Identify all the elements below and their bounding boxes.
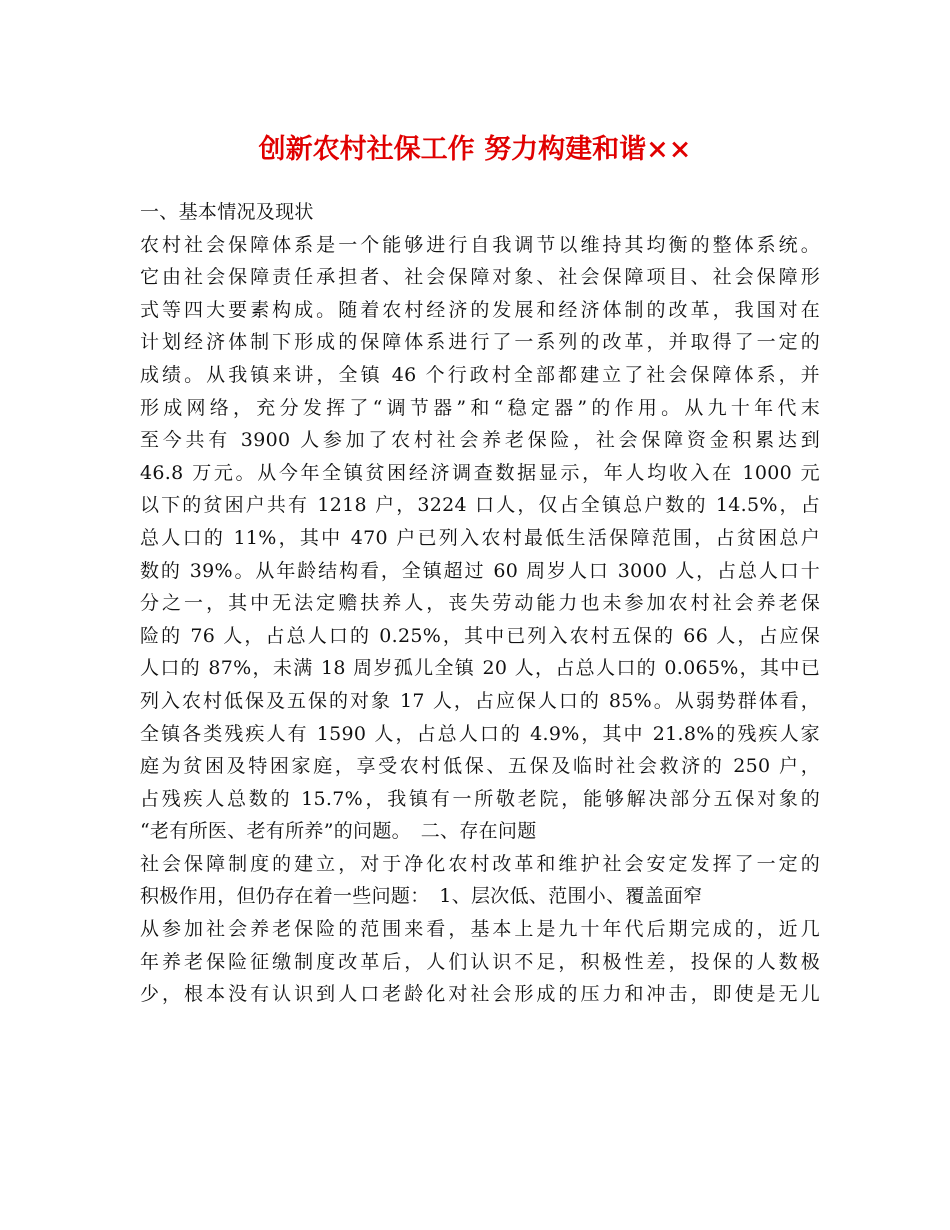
paragraph-line: 社会保障制度的建立，对于净化农村改革和维护社会安定发挥了一定的 <box>140 852 820 875</box>
document-title: 创新农村社保工作 努力构建和谐×× <box>258 134 692 165</box>
paragraph-line: “老有所医、老有所养”的问题。 二、存在问题 <box>140 820 537 843</box>
paragraph-line: 数的 39%。从年龄结构看，全镇超过 60 周岁人口 3000 人，占总人口十 <box>140 559 820 582</box>
paragraph-line: 从参加社会养老保险的范围来看，基本上是九十年代后期完成的，近几 <box>140 918 820 941</box>
paragraph-line: 占残疾人总数的 15.7%，我镇有一所敬老院，能够解决部分五保对象的 <box>140 787 820 810</box>
paragraph-line: 列入农村低保及五保的对象 17 人，占应保人口的 85%。从弱势群体看， <box>140 689 820 712</box>
paragraph-line: 46.8 万元。从今年全镇贫困经济调查数据显示，年人均收入在 1000 元 <box>140 461 820 484</box>
paragraph-line: 庭为贫困及特困家庭，享受农村低保、五保及临时社会救济的 250 户， <box>140 755 820 778</box>
document-body <box>140 196 820 1011</box>
paragraph-line: 农村社会保障体系是一个能够进行自我调节以维持其均衡的整体系统。 <box>140 233 820 256</box>
paragraph-line: 成绩。从我镇来讲，全镇 46 个行政村全部都建立了社会保障体系，并 <box>140 363 820 386</box>
paragraph-line: 一、基本情况及现状 <box>140 201 314 223</box>
paragraph-line: 计划经济体制下形成的保障体系进行了一系列的改革，并取得了一定的 <box>140 331 820 354</box>
paragraph-line: 少，根本没有认识到人口老龄化对社会形成的压力和冲击，即使是无儿 <box>140 983 820 1006</box>
paragraph-line: 险的 76 人，占总人口的 0.25%，其中已列入农村五保的 66 人，占应保 <box>140 624 820 647</box>
paragraph-line: 式等四大要素构成。随着农村经济的发展和经济体制的改革，我国对在 <box>140 298 820 321</box>
paragraph-line: 以下的贫困户共有 1218 户，3224 口人，仅占全镇总户数的 14.5%，占 <box>140 494 820 517</box>
paragraph-line: 年养老保险征缴制度改革后，人们认识不足，积极性差，投保的人数极 <box>140 950 820 973</box>
paragraph-line: 人口的 87%，未满 18 周岁孤儿全镇 20 人，占总人口的 0.065%，其中已 <box>140 657 820 680</box>
paragraph-line: 至今共有 3900 人参加了农村社会养老保险，社会保障资金积累达到 <box>140 429 820 452</box>
paragraph-line: 分之一，其中无法定赡扶养人，丧失劳动能力也未参加农村社会养老保 <box>140 592 820 615</box>
paragraph-line: 形成网络，充分发挥了“调节器”和“稳定器”的作用。从九十年代末 <box>140 396 820 419</box>
paragraph-line: 总人口的 11%，其中 470 户已列入农村最低生活保障范围，占贫困总户 <box>140 526 820 549</box>
paragraph-line: 积极作用，但仍存在着一些问题： 1、层次低、范围小、覆盖面窄 <box>140 885 703 908</box>
paragraph-line: 它由社会保障责任承担者、社会保障对象、社会保障项目、社会保障形 <box>140 266 820 289</box>
paragraph-line: 全镇各类残疾人有 1590 人，占总人口的 4.9%，其中 21.8%的残疾人家 <box>140 722 820 745</box>
